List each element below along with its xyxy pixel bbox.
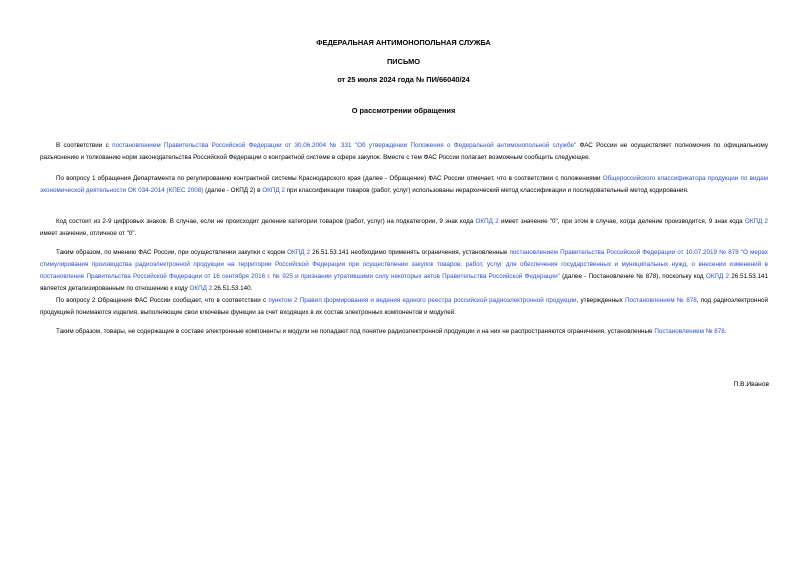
paragraph-3 (40, 216, 768, 240)
text: , под радиоэлектронной продукцией понимаются изделия, выполняющие свои ключевые функции за счет входящих в их состав электронных компонентов и модулей. (40, 297, 768, 316)
text: В соответствии с (56, 142, 113, 149)
paragraph-6 (40, 326, 768, 338)
link-okpd2-classifier[interactable]: Общероссийского классификатора продукции по видам экономической деятельности ОК 034-2014 (КПЕС 2008) (40, 175, 769, 194)
link-resolution-878[interactable]: Постановлением № 878 (654, 328, 725, 335)
paragraph-4 (40, 247, 768, 295)
signature: П.В.Иванов (733, 381, 769, 388)
paragraph-2 (40, 173, 768, 197)
link-okpd2[interactable]: ОКПД 2 (189, 285, 213, 292)
text: 26.51.53.140. (212, 285, 253, 292)
paragraph-1 (40, 140, 768, 164)
text: . (724, 328, 727, 335)
text: имеет значение "0", при этом в случае, когда деление производится, 9 знак кода (498, 218, 745, 225)
link-resolution-331[interactable]: постановлением Правительства Российской Федерации от 30.06.2004 № 331 "Об утверждении Положения о Федеральной антимонопольной службе" (112, 142, 577, 149)
link-okpd2[interactable]: ОКПД 2 (262, 187, 285, 194)
link-okpd2[interactable]: ОКПД 2 (287, 249, 311, 256)
link-okpd2[interactable]: ОКПД 2 (475, 218, 499, 225)
text: (далее - ОКПД 2) в (203, 187, 263, 194)
text: Таким образом, по мнению ФАС России, при осуществлении закупки с кодом (56, 249, 288, 256)
text: имеет значение, отличное от "0". (40, 230, 137, 237)
text: Код состоит из 2-9 цифровых знаков. В случае, если не происходит деление категории товаров (работ, услуг) на подкатегории, 9 знак кода (56, 218, 476, 225)
document-subject: О рассмотрении обращения (351, 106, 456, 115)
document-type: ПИСЬМО (387, 57, 420, 66)
text: По вопросу 1 обращения Департамента по регулированию контрактной системы Краснодарского края (далее - Обращение) ФАС России отмечает, что в соответствии с положениями (56, 175, 603, 182)
text: ФАС России не осуществляет полномочия по официальному разъяснению и толкованию норм законодательства Российской Федерации о контрактной системе в сфере закупок. Вместе с тем ФАС России полагает возможным сообщить следующее. (40, 142, 769, 161)
text: По вопросу 2 Обращения ФАС России сообщает, что в соответствии с (56, 297, 269, 304)
link-okpd2[interactable]: ОКПД 2 (744, 218, 769, 225)
text: Таким образом, товары, не содержащие в составе электронные компоненты и модули не попадают под понятие радиоэлектронной продукции и на них не распространяются ограничения, установленные (56, 328, 655, 335)
agency-title: ФЕДЕРАЛЬНАЯ АНТИМОНОПОЛЬНАЯ СЛУЖБА (316, 38, 491, 47)
document-date-number: от 25 июля 2024 года № ПИ/66040/24 (337, 75, 470, 84)
text: 26.51.53.141 является детализированным по отношению к коду (40, 273, 768, 292)
text: (далее - Постановление № 878), поскольку код (559, 273, 706, 280)
text: при классификации товаров (работ, услуг) использованы иерархический метод классификации и последовательный метод кодирования. (284, 187, 689, 194)
link-resolution-878[interactable]: Постановлением № 878 (624, 297, 697, 304)
text: , утвержденных (576, 297, 625, 304)
link-okpd2[interactable]: ОКПД 2 (705, 273, 729, 280)
link-rules-point-2[interactable]: пунктом 2 Правил формирования и ведения единого реестра российской радиоэлектронной продукции (268, 297, 577, 304)
text: 26.51.53.141 необходимо применять ограничения, установленные (310, 249, 510, 256)
link-resolution-878[interactable]: постановлением Правительства Российской Федерации от 10.07.2019 № 878 "О мерах стимулирования производства радиоэлектронной продукции на территории Российской Федерации при осуществлении закупок товаров, работ, услуг для обеспечения государственных и муниципальных нужд, о внесении изменений в постановление Правительства Российской Федерации от 16 сентября 2016 г. № 925 и признании утратившими силу некоторых актов Правительства Российской Федерации" (40, 249, 768, 280)
paragraph-5 (40, 295, 768, 319)
